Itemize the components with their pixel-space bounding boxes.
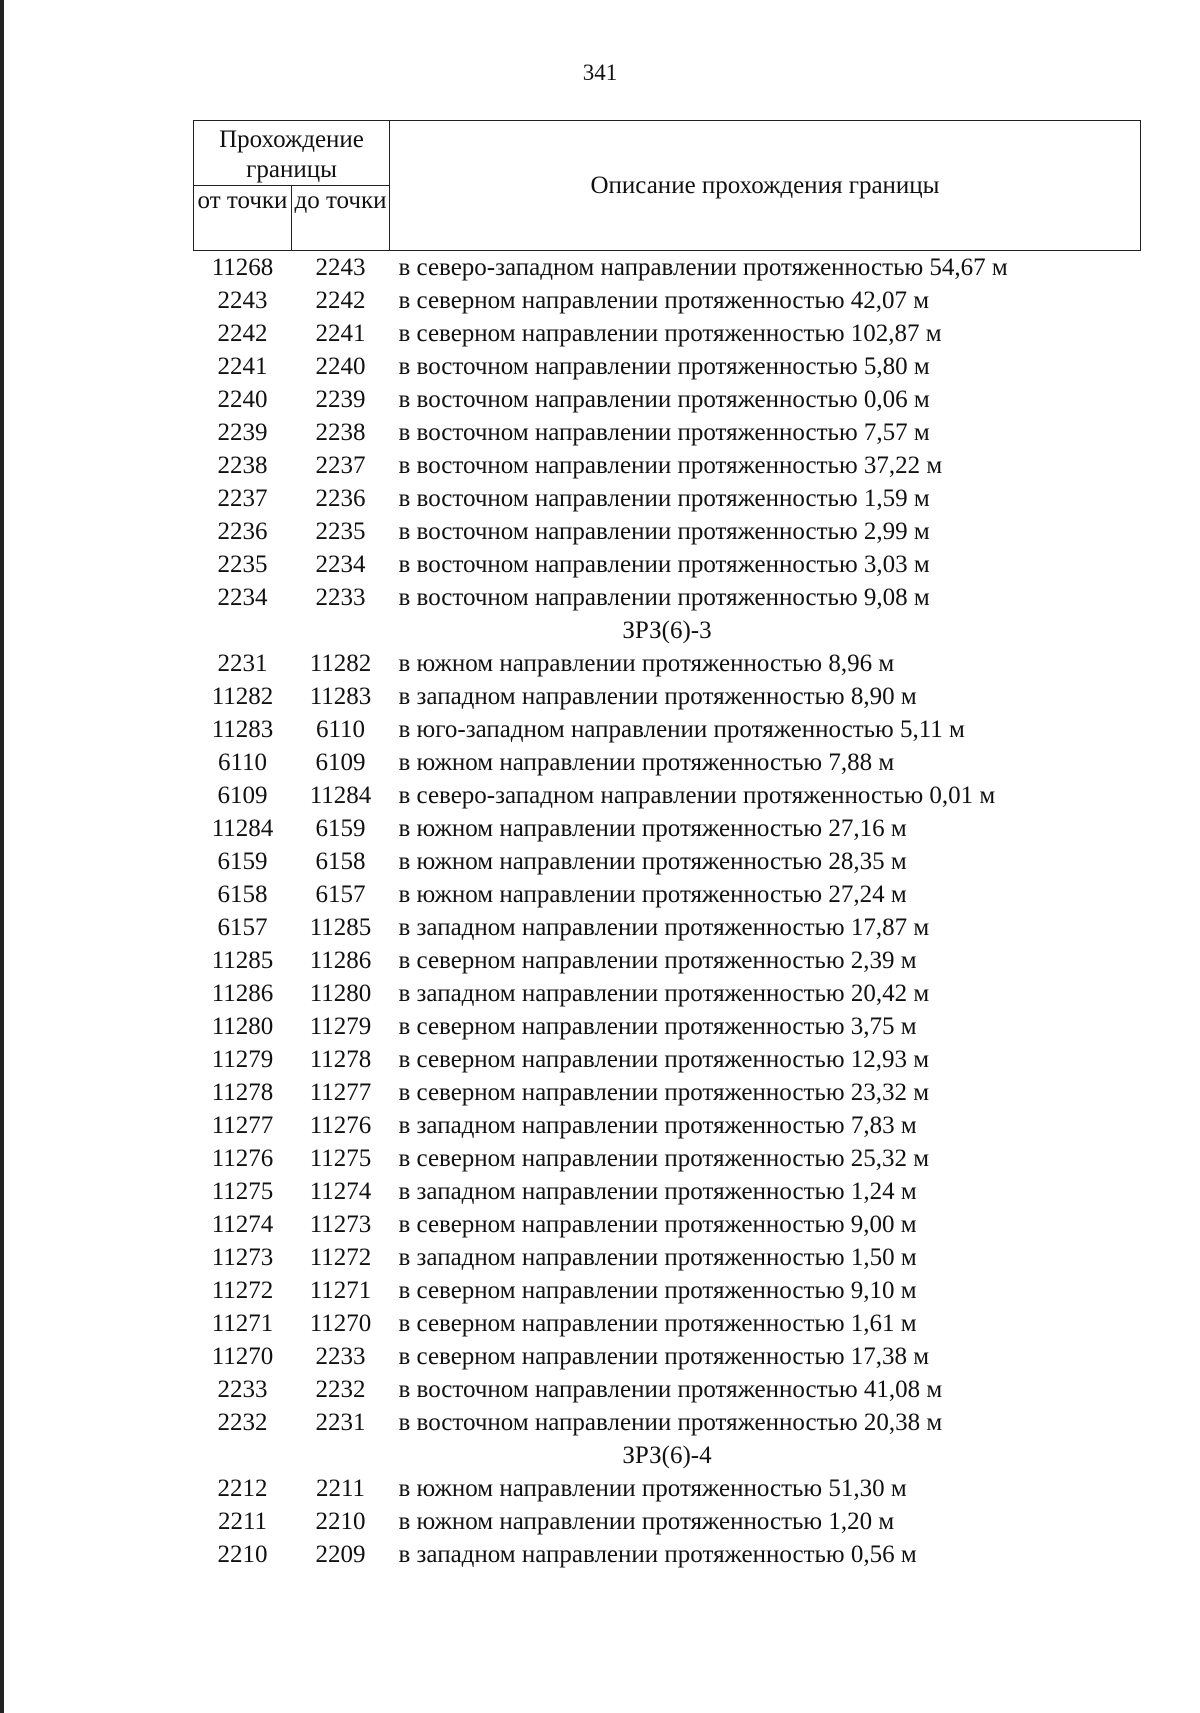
description-cell: в южном направлении протяженностью 8,96 м xyxy=(398,650,895,677)
table-row xyxy=(194,1340,1141,1373)
from-point-cell: 11268 xyxy=(211,254,274,281)
header-from-point: от точки xyxy=(194,186,292,251)
table-row xyxy=(194,713,1141,746)
table-row xyxy=(194,911,1141,944)
to-point-cell: 11282 xyxy=(309,650,372,677)
description-cell: в северном направлении протяженностью 9,00 м xyxy=(398,1211,917,1238)
table-row xyxy=(194,1076,1141,1109)
from-point-cell: 2242 xyxy=(217,320,268,347)
description-cell: в западном направлении протяженностью 1,50 м xyxy=(398,1244,917,1271)
from-point-cell: 11271 xyxy=(211,1310,274,1337)
to-point-cell: 2237 xyxy=(315,452,366,479)
table-row xyxy=(194,647,1141,680)
description-cell: в западном направлении протяженностью 17,87 м xyxy=(398,914,930,941)
table-row xyxy=(194,1208,1141,1241)
from-point-cell: 11274 xyxy=(211,1211,274,1238)
to-point-cell: 2209 xyxy=(315,1541,366,1568)
table-row xyxy=(194,779,1141,812)
from-point-cell: 2231 xyxy=(217,650,268,677)
table-row xyxy=(194,317,1141,350)
description-cell: в западном направлении протяженностью 0,56 м xyxy=(398,1541,917,1568)
description-cell: в северо-западном направлении протяженностью 54,67 м xyxy=(398,254,1008,281)
table-row xyxy=(194,515,1141,548)
to-point-cell: 11284 xyxy=(309,782,372,809)
to-point-cell: 2233 xyxy=(315,1343,366,1370)
to-point-cell: 2238 xyxy=(315,419,366,446)
from-point-cell: 2211 xyxy=(217,1508,268,1535)
table-row xyxy=(194,284,1141,317)
to-point-cell: 2239 xyxy=(315,386,366,413)
description-cell: в западном направлении протяженностью 1,24 м xyxy=(398,1178,917,1205)
from-point-cell: 11285 xyxy=(211,947,274,974)
description-cell: в южном направлении протяженностью 28,35 м xyxy=(398,848,907,875)
table-row xyxy=(194,449,1141,482)
description-cell: в восточном направлении протяженностью 2,99 м xyxy=(398,518,930,545)
table-row xyxy=(194,251,1141,285)
table-row xyxy=(194,482,1141,515)
to-point-cell: 11272 xyxy=(309,1244,372,1271)
header-description: Описание прохождения границы xyxy=(390,121,1141,251)
table-row xyxy=(194,1472,1141,1505)
to-point-cell: 6109 xyxy=(315,749,366,776)
section-heading: ЗРЗ(6)-3 xyxy=(622,617,712,644)
from-point-cell: 2232 xyxy=(217,1409,268,1436)
table-row xyxy=(194,845,1141,878)
table-row xyxy=(194,944,1141,977)
to-point-cell: 11273 xyxy=(309,1211,372,1238)
description-cell: в восточном направлении протяженностью 37,22 м xyxy=(398,452,943,479)
from-point-cell: 11282 xyxy=(211,683,274,710)
to-point-cell: 11278 xyxy=(309,1046,372,1073)
from-point-cell: 11275 xyxy=(211,1178,274,1205)
to-point-cell: 2232 xyxy=(315,1376,366,1403)
from-point-cell: 6110 xyxy=(217,749,268,776)
description-cell: в северном направлении протяженностью 17,38 м xyxy=(398,1343,930,1370)
table-body xyxy=(194,251,1141,1572)
from-point-cell: 6109 xyxy=(217,782,268,809)
description-cell: в восточном направлении протяженностью 5,80 м xyxy=(398,353,930,380)
from-point-cell: 11276 xyxy=(211,1145,274,1172)
table-row xyxy=(194,1142,1141,1175)
to-point-cell: 11276 xyxy=(309,1112,372,1139)
description-cell: в северном направлении протяженностью 9,10 м xyxy=(398,1277,917,1304)
description-cell: в северном направлении протяженностью 102,87 м xyxy=(398,320,942,347)
to-point-cell: 2231 xyxy=(315,1409,366,1436)
from-point-cell: 6159 xyxy=(217,848,268,875)
from-point-cell: 2234 xyxy=(217,584,268,611)
to-point-cell: 2211 xyxy=(315,1475,366,1502)
table-row xyxy=(194,1307,1141,1340)
table-row xyxy=(194,416,1141,449)
to-point-cell: 2235 xyxy=(315,518,366,545)
table-header xyxy=(194,121,1141,251)
description-cell: в северном направлении протяженностью 42,07 м xyxy=(398,287,930,314)
to-point-cell: 11275 xyxy=(309,1145,372,1172)
table-row xyxy=(194,878,1141,911)
table-row xyxy=(194,1406,1141,1439)
description-cell: в южном направлении протяженностью 1,20 м xyxy=(398,1508,895,1535)
from-point-cell: 11273 xyxy=(211,1244,274,1271)
description-cell: в южном направлении протяженностью 27,16 м xyxy=(398,815,907,842)
to-point-cell: 6110 xyxy=(315,716,366,743)
to-point-cell: 6158 xyxy=(315,848,366,875)
description-cell: в южном направлении протяженностью 27,24 м xyxy=(398,881,907,908)
table-row xyxy=(194,1109,1141,1142)
from-point-cell: 2212 xyxy=(217,1475,268,1502)
to-point-cell: 11286 xyxy=(309,947,372,974)
description-cell: в восточном направлении протяженностью 41,08 м xyxy=(398,1376,943,1403)
table-row xyxy=(194,1538,1141,1571)
to-point-cell: 2233 xyxy=(315,584,366,611)
description-cell: в северо-западном направлении протяженностью 0,01 м xyxy=(398,782,996,809)
description-cell: в северном направлении протяженностью 1,61 м xyxy=(398,1310,917,1337)
table-row xyxy=(194,977,1141,1010)
from-point-cell: 11270 xyxy=(211,1343,274,1370)
section-heading-row xyxy=(194,1439,1141,1472)
description-cell: в восточном направлении протяженностью 1,59 м xyxy=(398,485,930,512)
from-point-cell: 2239 xyxy=(217,419,268,446)
table-row xyxy=(194,1241,1141,1274)
table-row xyxy=(194,1010,1141,1043)
from-point-cell: 11283 xyxy=(211,716,274,743)
table-row xyxy=(194,812,1141,845)
description-cell: в юго-западном направлении протяженностью 5,11 м xyxy=(398,716,965,743)
boundary-table xyxy=(193,120,1141,1571)
description-cell: в северном направлении протяженностью 12,93 м xyxy=(398,1046,930,1073)
description-cell: в западном направлении протяженностью 7,83 м xyxy=(398,1112,917,1139)
description-cell: в восточном направлении протяженностью 3,03 м xyxy=(398,551,930,578)
from-point-cell: 2237 xyxy=(217,485,268,512)
description-cell: в южном направлении протяженностью 7,88 м xyxy=(398,749,895,776)
table-row xyxy=(194,383,1141,416)
to-point-cell: 2240 xyxy=(315,353,366,380)
from-point-cell: 11284 xyxy=(211,815,274,842)
to-point-cell: 11270 xyxy=(309,1310,372,1337)
scan-edge xyxy=(0,0,4,1713)
description-cell: в северном направлении протяженностью 3,75 м xyxy=(398,1013,917,1040)
to-point-cell: 11283 xyxy=(309,683,372,710)
description-cell: в западном направлении протяженностью 20,42 м xyxy=(398,980,930,1007)
from-point-cell: 2210 xyxy=(217,1541,268,1568)
from-point-cell: 2236 xyxy=(217,518,268,545)
table-row xyxy=(194,1043,1141,1076)
from-point-cell: 2240 xyxy=(217,386,268,413)
to-point-cell: 6159 xyxy=(315,815,366,842)
from-point-cell: 6157 xyxy=(217,914,268,941)
table-row xyxy=(194,746,1141,779)
to-point-cell: 2242 xyxy=(315,287,366,314)
section-heading: ЗРЗ(6)-4 xyxy=(622,1442,712,1469)
to-point-cell: 11277 xyxy=(309,1079,372,1106)
description-cell: в восточном направлении протяженностью 9,08 м xyxy=(398,584,930,611)
description-cell: в восточном направлении протяженностью 7,57 м xyxy=(398,419,930,446)
from-point-cell: 11277 xyxy=(211,1112,274,1139)
description-cell: в северном направлении протяженностью 23,32 м xyxy=(398,1079,930,1106)
to-point-cell: 11271 xyxy=(309,1277,372,1304)
description-cell: в западном направлении протяженностью 8,90 м xyxy=(398,683,917,710)
from-point-cell: 2238 xyxy=(217,452,268,479)
description-cell: в северном направлении протяженностью 2,39 м xyxy=(398,947,917,974)
description-cell: в южном направлении протяженностью 51,30 м xyxy=(398,1475,907,1502)
description-cell: в восточном направлении протяженностью 0,06 м xyxy=(398,386,930,413)
section-heading-row xyxy=(194,614,1141,647)
from-point-cell: 11279 xyxy=(211,1046,274,1073)
from-point-cell: 2243 xyxy=(217,287,268,314)
from-point-cell: 11272 xyxy=(211,1277,274,1304)
from-point-cell: 11278 xyxy=(211,1079,274,1106)
to-point-cell: 2234 xyxy=(315,551,366,578)
to-point-cell: 2243 xyxy=(315,254,366,281)
to-point-cell: 11285 xyxy=(309,914,372,941)
table-row xyxy=(194,1175,1141,1208)
to-point-cell: 11280 xyxy=(309,980,372,1007)
table-row xyxy=(194,1373,1141,1406)
from-point-cell: 2241 xyxy=(217,353,268,380)
from-point-cell: 2233 xyxy=(217,1376,268,1403)
to-point-cell: 2236 xyxy=(315,485,366,512)
table-row xyxy=(194,581,1141,614)
description-cell: в северном направлении протяженностью 25,32 м xyxy=(398,1145,930,1172)
page-number: 341 xyxy=(582,60,618,85)
from-point-cell: 11280 xyxy=(211,1013,274,1040)
header-boundary-passage: Прохождение границы xyxy=(194,121,390,186)
to-point-cell: 2241 xyxy=(315,320,366,347)
table-row xyxy=(194,680,1141,713)
from-point-cell: 11286 xyxy=(211,980,274,1007)
to-point-cell: 2210 xyxy=(315,1508,366,1535)
table-row xyxy=(194,1505,1141,1538)
table-row xyxy=(194,1274,1141,1307)
table-row xyxy=(194,350,1141,383)
from-point-cell: 6158 xyxy=(217,881,268,908)
to-point-cell: 11279 xyxy=(309,1013,372,1040)
description-cell: в восточном направлении протяженностью 20,38 м xyxy=(398,1409,943,1436)
to-point-cell: 6157 xyxy=(315,881,366,908)
table-row xyxy=(194,548,1141,581)
header-to-point: до точки xyxy=(292,186,390,251)
from-point-cell: 2235 xyxy=(217,551,268,578)
to-point-cell: 11274 xyxy=(309,1178,372,1205)
